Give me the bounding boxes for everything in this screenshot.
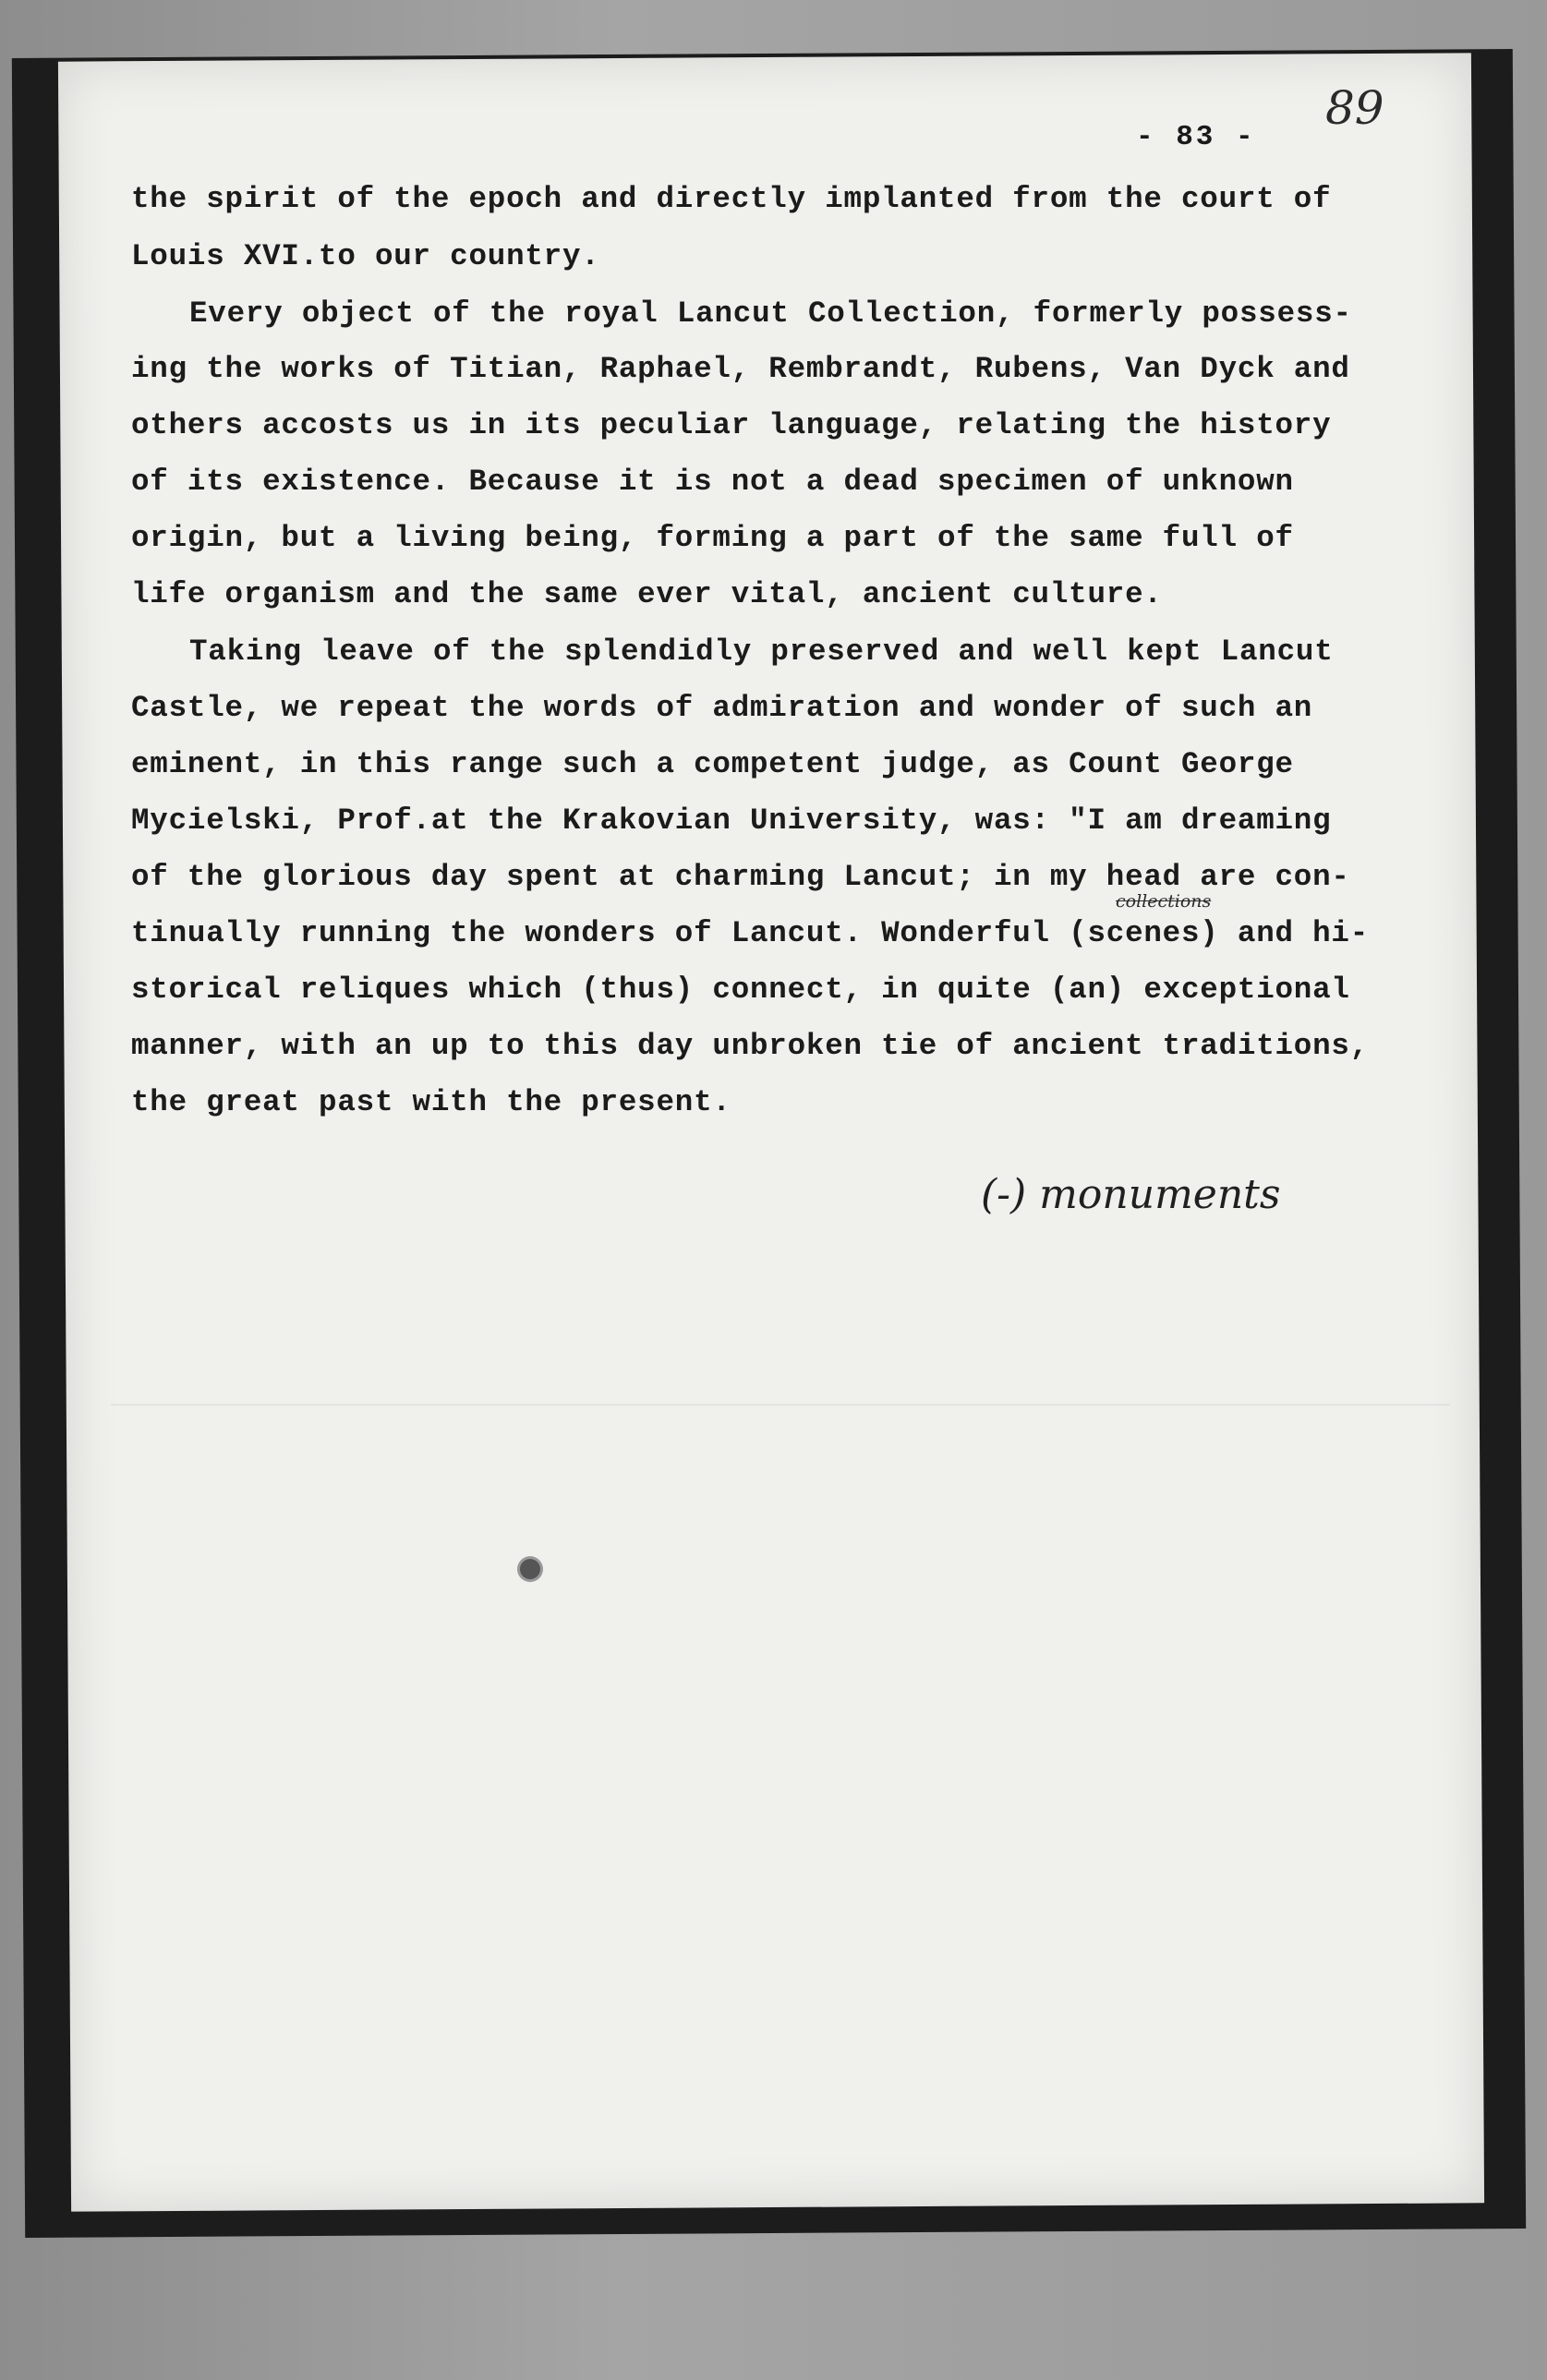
body-line: Mycielski, Prof.at the Krakovian University, was: "I am dreaming	[131, 803, 1332, 838]
paper-crease	[111, 1404, 1450, 1406]
ink-blot	[520, 1559, 540, 1579]
body-line: ing the works of Titian, Raphael, Rembrandt, Rubens, Van Dyck and	[131, 352, 1350, 386]
body-line: others accosts us in its peculiar language, relating the history	[131, 408, 1332, 442]
body-line: tinually running the wonders of Lancut. Wonderful (scenes) and hi-	[131, 916, 1370, 950]
body-line: the spirit of the epoch and directly implanted from the court of	[131, 182, 1332, 216]
body-line: Every object of the royal Lancut Collection, formerly possess-	[189, 296, 1352, 331]
body-line: the great past with the present.	[131, 1085, 731, 1119]
body-line: of the glorious day spent at charming Lancut; in my head are con-	[131, 860, 1350, 894]
body-line: of its existence. Because it is not a dead specimen of unknown	[131, 465, 1294, 499]
body-line: eminent, in this range such a competent judge, as Count George	[131, 747, 1294, 781]
body-line: origin, but a living being, forming a part of the same full of	[131, 521, 1294, 555]
body-line: Taking leave of the splendidly preserved and well kept Lancut	[189, 634, 1334, 669]
body-line: manner, with an up to this day unbroken tie of ancient traditions,	[131, 1029, 1370, 1063]
body-line: Louis XVI.to our country.	[131, 239, 600, 273]
body-line: Castle, we repeat the words of admiration and wonder of such an	[131, 691, 1313, 725]
handwritten-footnote: (-) monuments	[981, 1171, 1281, 1218]
archive-page-number: 89	[1325, 81, 1384, 135]
page-number: - 83 -	[1136, 121, 1256, 153]
body-line: storical reliques which (thus) connect, in quite (an) exceptional	[131, 973, 1350, 1007]
handwritten-correction: collections	[1116, 891, 1212, 912]
body-line: life organism and the same ever vital, ancient culture.	[131, 577, 1163, 611]
